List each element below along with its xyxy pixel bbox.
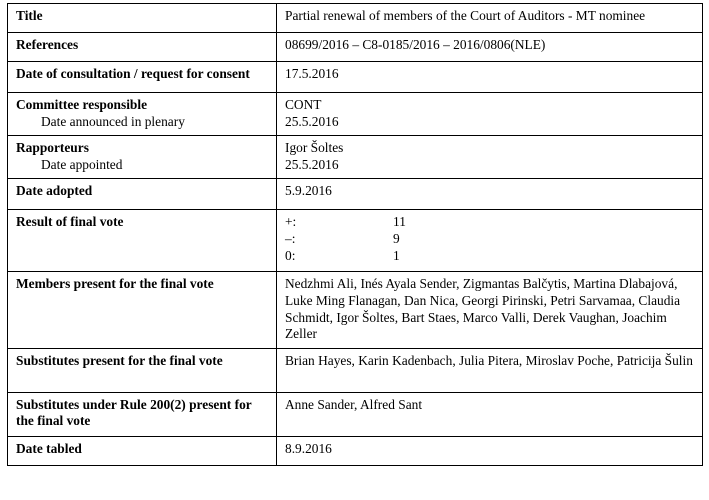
table-row [8,33,703,62]
row-label: Date of consultation / request for consent [8,62,277,93]
row-label: References [8,33,277,62]
table-row [8,392,703,436]
row-value [277,93,703,136]
row-value: 08699/2016 – C8-0185/2016 – 2016/0806(NLE) [277,33,703,62]
row-value: Partial renewal of members of the Court of Auditors - MT nominee [277,4,703,33]
row-value [277,136,703,179]
committee-sublabel: Date announced in plenary [41,113,185,129]
procedure-table [7,3,703,466]
row-value: 5.9.2016 [277,179,703,210]
vote-abstain-count: 1 [393,247,400,263]
committee-label: Committee responsible [16,97,148,112]
row-label: Result of final vote [8,210,277,272]
vote-against-sign: –: [285,230,296,246]
rapporteurs-date: 25.5.2016 [285,156,339,172]
row-value: Nedzhmi Ali, Inés Ayala Sender, Zigmantas Balčytis, Martina Dlabajová, Luke Ming Flanagan, Dan Nica, Georgi Pirinski, Petri Sarvamaa, Claudia Schmidt, Igor Šoltes, Bart Staes, Marco Valli, Derek Vaughan, Joachim Zeller [277,272,703,348]
table-row [8,179,703,210]
row-label: Substitutes present for the final vote [8,348,277,392]
row-value: 8.9.2016 [277,436,703,465]
vote-for [285,214,694,231]
row-label: Title [8,4,277,33]
row-label: Date tabled [8,436,277,465]
table-row [8,348,703,392]
committee-value: CONT [285,97,322,112]
vote-against-count: 9 [393,230,400,246]
vote-abstain [285,248,694,265]
table-row [8,62,703,93]
rapporteurs-value: Igor Šoltes [285,140,344,156]
row-label [8,136,277,179]
row-label [8,93,277,136]
table-row [8,4,703,33]
vote-for-count: 11 [393,214,406,230]
vote-against [285,231,694,248]
table-row [8,210,703,272]
row-label: Substitutes under Rule 200(2) present for the final vote [8,392,277,436]
row-label: Members present for the final vote [8,272,277,348]
rapporteurs-sublabel: Date appointed [41,156,123,172]
vote-for-sign: +: [285,214,297,230]
committee-date: 25.5.2016 [285,113,339,129]
row-value: Anne Sander, Alfred Sant [277,392,703,436]
table-row [8,272,703,348]
vote-abstain-sign: 0: [285,247,296,263]
row-value: Brian Hayes, Karin Kadenbach, Julia Pitera, Miroslav Poche, Patricija Šulin [277,348,703,392]
table-row [8,93,703,136]
row-value: 17.5.2016 [277,62,703,93]
table-row [8,136,703,179]
rapporteurs-label: Rapporteurs [16,140,89,156]
row-label: Date adopted [8,179,277,210]
vote-result [277,210,703,272]
table-row [8,436,703,465]
